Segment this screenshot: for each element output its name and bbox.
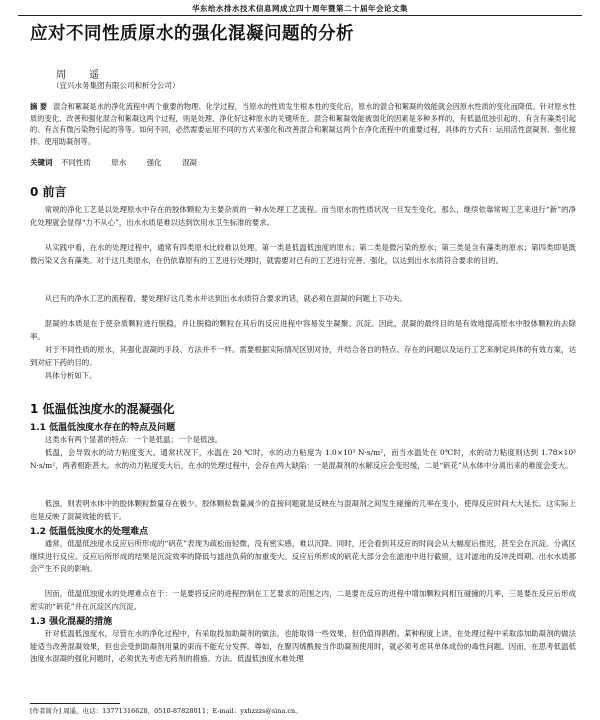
paragraph: 针对低温低浊度水，尽管在水的净化过程中，有采取投加助凝剂的做法，也能取得一些效果，但仍值得斟酌。某种程度上讲，在处理过程中采取添加助凝剂的做法能适当改善混凝效果，但也会受到助凝剂用量的束而不能充分发挥。尊如，在聚丙烯酰胺当作助凝剂使用时，就必须考虑其单体成份的毒性问题。因而，在思考低温低浊度水混凝的强化问题时，必须优先考虑无药剂的措施、方法。低温低浊度水难处理 bbox=[30, 629, 576, 663]
keyword: 原水 bbox=[111, 158, 127, 167]
paragraph: 对于不同性质的原水，其强化混凝的手段、方法并不一样。需要根据实际情况区别对待，并结合各自的特点、存在的问题以及运行工艺来制定具体的有效方案，达到对症下药的目的。 bbox=[30, 345, 576, 367]
abstract-text: 混合和絮凝是水的净化流程中两个重要的物理、化学过程，当原水的性质发生根本性的变化后，原水的混合和絮凝的效能就会因原水性质的变化而降低。针对原水性质的变化，改善和强化混合和絮凝这两个过程，则是处理、净化好这种原水的关键所在。混合和絮凝效能被弱化的因素是多种多样的，有低温低浊引起的、有含有藻类引起的、有含有微污染物引起的等等。如何不同，必然需要运用不同的方式来强化和改善混合和絮凝这两个在净化流程中的重要过程，具体的方式有：运用活性混凝剂、强化搅拌、使用助凝剂等。 bbox=[30, 102, 576, 146]
subsection-heading-1-1: 1.1 低温低浊度水存在的特点及问题 bbox=[30, 423, 176, 433]
keyword: 不同性质 bbox=[60, 158, 91, 167]
keyword: 混凝 bbox=[182, 158, 198, 167]
paragraph: 从实践中看，在水的处理过程中，通常有四类原水比较难以处理。第一类是低温低浊度的原水；第二类是微污染的原水；第三类是含有藻类的原水；第四类即是既微污染又含有藻类。对于这几类原水，在仍依靠原有的工艺进行处理时，就需要对已有的工艺进行完善、强化，以达到出水水质符合要求的目的。 bbox=[30, 243, 576, 265]
running-header: 华东给水排水技术信息网成立四十周年暨第二十届年会论文集 bbox=[192, 4, 408, 13]
keywords-label: 关键词 bbox=[30, 158, 53, 167]
keyword: 强化 bbox=[146, 158, 162, 167]
subsection-heading-1-3: 1.3 强化混凝的措施 bbox=[30, 617, 113, 627]
footnote-rule bbox=[30, 703, 120, 704]
keywords bbox=[30, 157, 215, 168]
paragraph: 混凝的本质是在于使杂质颗粒进行脱稳，并让脱稳的颗粒在其后的反应进程中容易发生凝聚、沉淀。因此，混凝的最终目的是有效地提高原水中胶体颗粒的去除率。 bbox=[30, 319, 576, 341]
subsection-heading-1-2: 1.2 低温低浊度水的处理难点 bbox=[30, 527, 149, 537]
paragraph: 低温，会导致水的动力粘度变大。通常状况下，水温在 20 ℃时，水的动力粘度为 1.0×10³ N·s/m²，而当水温处在 0℃时，水的动力粘度则达到 1.78×10³ N·s/m²，两者相距甚大。水的动力粘度变大后，在水的处理过程中，会存在两大缺陷：一是混凝剂的水解反应会变迟缓，二是“矾花”从水体中分离出来的难度会变大。 bbox=[30, 448, 576, 470]
paper-title: 应对不同性质原水的强化混凝问题的分析 bbox=[30, 24, 354, 44]
paragraph: 常规的净化工艺是以处理原水中存在的胶体颗粒为主要杂质的一种水处理工艺流程。而当原水的性质状况一旦发生变化，那么，继续依靠常规工艺来进行“新”的净化处理就会显得“力不从心”，出水水质是难以达到饮用水卫生标准的要求。 bbox=[30, 205, 576, 227]
paragraph: 低浊，则表明水体中的胶体颗粒数量存在极少。胶体颗粒数量减少的直接问题就是反映在与混凝剂之间发生碰撞的几率在变小，使得反应时间大大延长。这实际上也是反映了混凝效能的低下。 bbox=[30, 499, 576, 521]
paragraph: 从已有的净水工艺的流程看，要处理好这几类水并达到出水水质符合要求的话，就必须在混凝的问题上下功夫。 bbox=[44, 294, 407, 303]
paragraph: 具体分析如下。 bbox=[44, 371, 97, 380]
header-rule bbox=[18, 15, 582, 16]
section-heading-1: 1 低温低浊度水的混凝强化 bbox=[30, 402, 175, 416]
author-name: 周 遥 bbox=[56, 70, 110, 81]
paragraph: 因而，低温低浊度水的处理难点在于：一是要将反应的进程控制在工艺要求的范围之内，二是要在反应的进程中增加颗粒间相互碰撞的几率，三是要在反应后形成密实的“矾花”并在沉淀区内沉淀。 bbox=[30, 589, 576, 611]
author-affiliation: （宜兴水务集团有限公司和析分公司） bbox=[52, 81, 180, 90]
section-heading-intro: 0 前言 bbox=[30, 185, 67, 199]
paragraph: 这类水有两个显著的特点：一个是低温；一个是低浊。 bbox=[44, 435, 223, 444]
paragraph: 通常，低温低浊度水反应后所形成的“矾花”表现为疏松而轻微，没有密实感，难以沉降。同时，还会看到其反应的时间会从大幅度后推迟，甚至会在沉淀、分离区继续进行反应。反应后所形成的结果是沉淀效率的降低与滤池负荷的加重变大。反应后所形成的矾花大部分会在滤池中进行截留，这对滤池的反冲洗周期、出水水质都会产生不良的影响。 bbox=[30, 539, 576, 573]
author-footnote: [作者简介] 周遥，电话：13771316628，0510-87828011；E-mail：yxhzzzs@sina.cn。 bbox=[30, 707, 302, 715]
abstract-label: 摘 要 bbox=[30, 102, 48, 111]
abstract bbox=[30, 101, 576, 147]
